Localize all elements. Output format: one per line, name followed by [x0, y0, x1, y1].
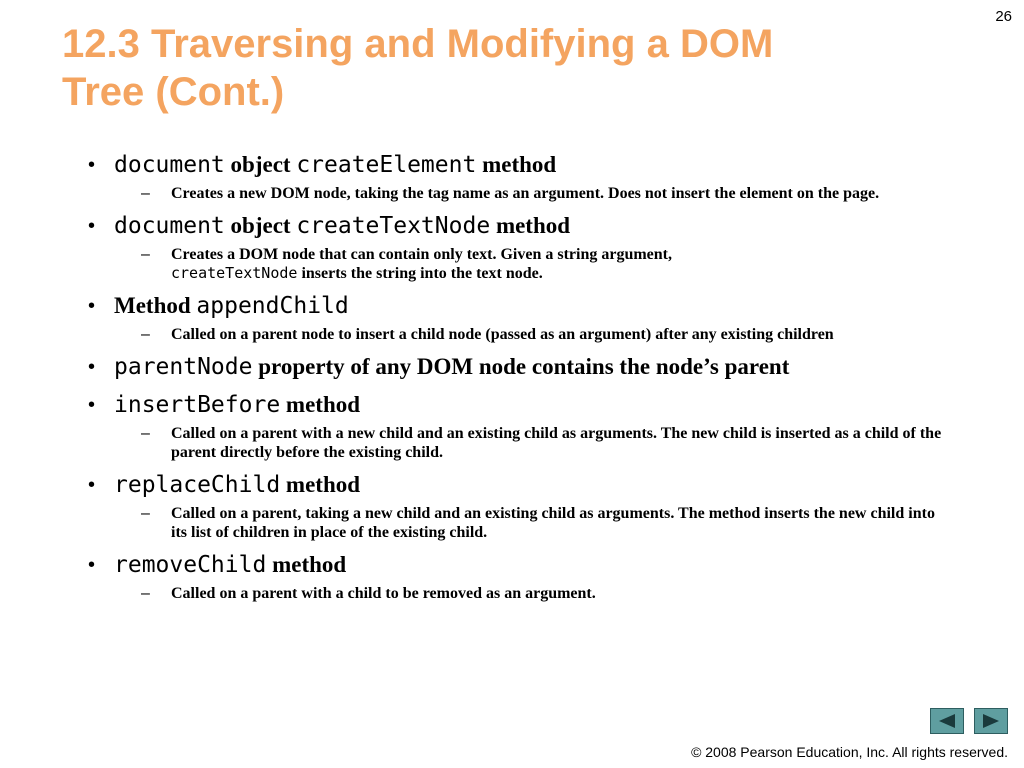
slide-title	[62, 20, 962, 116]
sub-bullet-create-text-node	[141, 245, 951, 283]
code-term: document	[114, 152, 225, 178]
code-term: createTextNode	[171, 264, 298, 282]
title-line-2: Tree (Cont.)	[62, 70, 285, 114]
bullet-text: method	[266, 552, 347, 577]
arrow-left-icon	[937, 713, 957, 729]
bullet-dot: •	[88, 215, 96, 237]
sub-bullet-replace-child	[141, 504, 951, 542]
bullet-text: object	[224, 152, 297, 177]
code-term: replaceChild	[114, 472, 281, 498]
bullet-text: method	[476, 152, 557, 177]
bullet-text: property of any DOM node contains the node’s parent	[252, 354, 790, 379]
bullet-insert-before	[88, 390, 968, 420]
sub-bullet-dash: –	[141, 326, 150, 343]
slide-navigation	[930, 708, 1008, 734]
previous-slide-button[interactable]	[930, 708, 964, 734]
sub-bullet-text: Creates a DOM node that can contain only text. Given a string argument,	[171, 246, 672, 263]
copyright-notice: © 2008 Pearson Education, Inc. All rights reserved.	[691, 744, 1008, 760]
sub-bullet-text: Called on a parent node to insert a child node (passed as an argument) after any existing children	[171, 326, 834, 343]
code-term: removeChild	[114, 552, 267, 578]
bullet-dot: •	[88, 394, 96, 416]
sub-bullet-create-element	[141, 184, 951, 203]
sub-bullet-dash: –	[141, 505, 150, 522]
bullet-dot: •	[88, 474, 96, 496]
sub-bullet-text: Called on a parent with a new child and an existing child as arguments. The new child is inserted as a child of the parent directly before the existing child.	[171, 425, 942, 461]
sub-bullet-insert-before	[141, 424, 951, 462]
sub-bullet-dash: –	[141, 425, 150, 442]
sub-bullet-text: inserts the string into the text node.	[297, 265, 543, 282]
next-slide-button[interactable]	[974, 708, 1008, 734]
slide-number: 26	[995, 8, 1012, 25]
title-line-1: 12.3 Traversing and Modifying a DOM	[62, 22, 774, 66]
sub-bullet-dash: –	[141, 585, 150, 602]
code-term: parentNode	[114, 354, 253, 380]
bullet-append-child	[88, 291, 968, 321]
code-term: createElement	[296, 152, 477, 178]
code-term: appendChild	[196, 293, 349, 319]
code-term: document	[114, 213, 225, 239]
bullet-dot: •	[88, 154, 96, 176]
bullet-create-text-node	[88, 211, 968, 241]
bullet-dot: •	[88, 356, 96, 378]
bullet-text: Method	[114, 293, 197, 318]
slide-content	[88, 150, 968, 611]
sub-bullet-text: Creates a new DOM node, taking the tag name as an argument. Does not insert the element on the page.	[171, 185, 880, 202]
bullet-text: method	[280, 392, 361, 417]
sub-bullet-text: Called on a parent, taking a new child and an existing child as arguments. The method inserts the new child into its list of children in place of the existing child.	[171, 505, 935, 541]
bullet-remove-child	[88, 550, 968, 580]
code-term: createTextNode	[296, 213, 491, 239]
bullet-dot: •	[88, 554, 96, 576]
sub-bullet-text: Called on a parent with a child to be removed as an argument.	[171, 585, 596, 602]
code-term: insertBefore	[114, 392, 281, 418]
sub-bullet-remove-child	[141, 584, 951, 603]
sub-bullet-append-child	[141, 325, 951, 344]
bullet-text: method	[280, 472, 361, 497]
bullet-parent-node	[88, 352, 968, 382]
bullet-dot: •	[88, 295, 96, 317]
arrow-right-icon	[981, 713, 1001, 729]
sub-bullet-dash: –	[141, 185, 150, 202]
bullet-create-element	[88, 150, 968, 180]
bullet-text: method	[490, 213, 571, 238]
bullet-text: object	[224, 213, 297, 238]
bullet-replace-child	[88, 470, 968, 500]
sub-bullet-dash: –	[141, 246, 150, 263]
